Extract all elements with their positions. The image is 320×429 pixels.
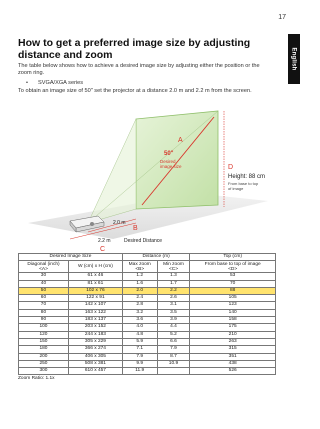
zoom-ratio-note: Zoom Ratio: 1.1x [18, 375, 55, 381]
table-cell: 1.2 [122, 273, 157, 280]
table-cell: 5.2 [157, 331, 190, 338]
group-header-distance: Distance (m) [122, 254, 189, 261]
table-cell: 53 [190, 273, 276, 280]
table-cell: 61 x 46 [68, 273, 122, 280]
table-cell: 105 [190, 295, 276, 302]
screen-size-label: 50" [164, 151, 174, 157]
table-cell: 1.6 [122, 280, 157, 287]
table-cell: 7.9 [157, 346, 190, 353]
table-cell: 5.9 [122, 338, 157, 345]
table-cell: 40 [19, 280, 69, 287]
projection-diagram [18, 105, 278, 255]
table-cell: 203 x 152 [68, 324, 122, 331]
table-cell: 2.6 [157, 295, 190, 302]
col-header-min-zoom: Min zoom <C> [157, 261, 190, 273]
language-tab-label: English [291, 47, 298, 71]
desired-image-size-line2: image size [160, 164, 182, 169]
table-cell: 263 [190, 338, 276, 345]
table-cell: 406 x 305 [68, 353, 122, 360]
table-cell: 1.7 [157, 280, 190, 287]
table-cell: 508 x 381 [68, 360, 122, 367]
table-cell: 60 [19, 295, 69, 302]
table-cell: 183 x 137 [68, 317, 122, 324]
table-cell: 88 [190, 287, 276, 294]
label-d: D [228, 164, 234, 171]
table-cell: 3.2 [122, 309, 157, 316]
table-row [19, 317, 276, 324]
table-cell: 90 [19, 317, 69, 324]
table-cell: 2.2 [157, 287, 190, 294]
table-cell: 7.9 [122, 353, 157, 360]
table-row [19, 287, 276, 294]
table-row [19, 368, 276, 375]
image-size-table-container [18, 253, 276, 381]
table-cell: 158 [190, 317, 276, 324]
table-cell: 3.9 [157, 317, 190, 324]
table-cell: 150 [19, 338, 69, 345]
table-cell: 1.3 [157, 273, 190, 280]
table-cell: 3.5 [157, 309, 190, 316]
table-row [19, 295, 276, 302]
table-row [19, 338, 276, 345]
table-cell: 2.0 [122, 287, 157, 294]
table-cell: 6.6 [157, 338, 190, 345]
table-row [19, 302, 276, 309]
table-cell [157, 368, 190, 375]
table-cell: 163 x 122 [68, 309, 122, 316]
table-cell: 244 x 183 [68, 331, 122, 338]
table-cell: 3.1 [157, 302, 190, 309]
table-row [19, 324, 276, 331]
table-cell: 11.9 [122, 368, 157, 375]
table-row [19, 346, 276, 353]
from-base-line2: of image [228, 186, 244, 191]
series-bullet-label: SVGA/XGA series [38, 80, 84, 86]
table-cell: 3.6 [122, 317, 157, 324]
table-cell: 123 [190, 302, 276, 309]
section-heading: How to get a preferred image size by adjusting distance and zoom [18, 37, 251, 61]
table-cell: 305 x 229 [68, 338, 122, 345]
desired-distance-label: Desired Distance [124, 238, 163, 244]
table-cell: 8.7 [157, 353, 190, 360]
image-size-table [18, 253, 276, 375]
table-row [19, 273, 276, 280]
table-cell: 610 x 457 [68, 368, 122, 375]
from-base-line1: From base to top [228, 181, 259, 186]
table-cell: 80 [19, 309, 69, 316]
table-cell: 210 [190, 331, 276, 338]
table-cell: 140 [190, 309, 276, 316]
label-a: A [178, 137, 183, 144]
table-cell: 250 [19, 360, 69, 367]
desired-image-size-line1: Desired [160, 159, 176, 164]
dist-c-label: 2.2 m [98, 238, 111, 244]
group-header-top: Top (cm) [190, 254, 276, 261]
table-cell: 351 [190, 353, 276, 360]
label-b: B [133, 225, 138, 232]
table-cell: 2.4 [122, 295, 157, 302]
instruction-paragraph: To obtain an image size of 50" set the projector at a distance 2.0 m and 2.2 m from the screen. [18, 88, 252, 94]
table-cell: 100 [19, 324, 69, 331]
table-cell: 200 [19, 353, 69, 360]
table-cell: 30 [19, 273, 69, 280]
projection-screen [136, 111, 218, 209]
table-cell: 50 [19, 287, 69, 294]
table-cell: 2.8 [122, 302, 157, 309]
language-tab [288, 34, 300, 84]
table-cell: 70 [19, 302, 69, 309]
col-header-top-of-image: From base to top of image <D> [190, 261, 276, 273]
table-row [19, 353, 276, 360]
table-cell: 81 x 61 [68, 280, 122, 287]
group-header-image-size: Desired Image Size [19, 254, 123, 261]
dist-b-label: 2.0 m [113, 220, 126, 226]
height-label: Height: 88 cm [228, 174, 266, 180]
table-cell: 102 x 76 [68, 287, 122, 294]
table-body [19, 273, 276, 375]
table-row [19, 309, 276, 316]
intro-paragraph: The table below shows how to achieve a desired image size by adjusting either the position or the zoom ring. [18, 63, 260, 76]
bullet-dot-icon: • [26, 80, 28, 86]
table-cell: 4.4 [157, 324, 190, 331]
table-cell: 438 [190, 360, 276, 367]
table-cell: 9.9 [122, 360, 157, 367]
table-cell: 4.0 [122, 324, 157, 331]
table-cell: 10.9 [157, 360, 190, 367]
col-header-width-height: W (cm) x H (cm) [68, 261, 122, 273]
table-row [19, 331, 276, 338]
table-cell: 120 [19, 331, 69, 338]
col-header-diagonal: Diagonal (inch) <A> [19, 261, 69, 273]
page-number: 17 [278, 14, 286, 21]
col-header-max-zoom: Max zoom <B> [122, 261, 157, 273]
table-cell: 122 x 91 [68, 295, 122, 302]
label-c: C [100, 246, 106, 253]
table-row [19, 280, 276, 287]
table-cell: 315 [190, 346, 276, 353]
table-cell: 526 [190, 368, 276, 375]
series-bullet [26, 80, 83, 86]
table-cell: 175 [190, 324, 276, 331]
table-cell: 4.8 [122, 331, 157, 338]
table-cell: 142 x 107 [68, 302, 122, 309]
table-cell: 70 [190, 280, 276, 287]
table-row [19, 360, 276, 367]
table-cell: 180 [19, 346, 69, 353]
table-cell: 7.1 [122, 346, 157, 353]
table-cell: 366 x 274 [68, 346, 122, 353]
table-cell: 300 [19, 368, 69, 375]
